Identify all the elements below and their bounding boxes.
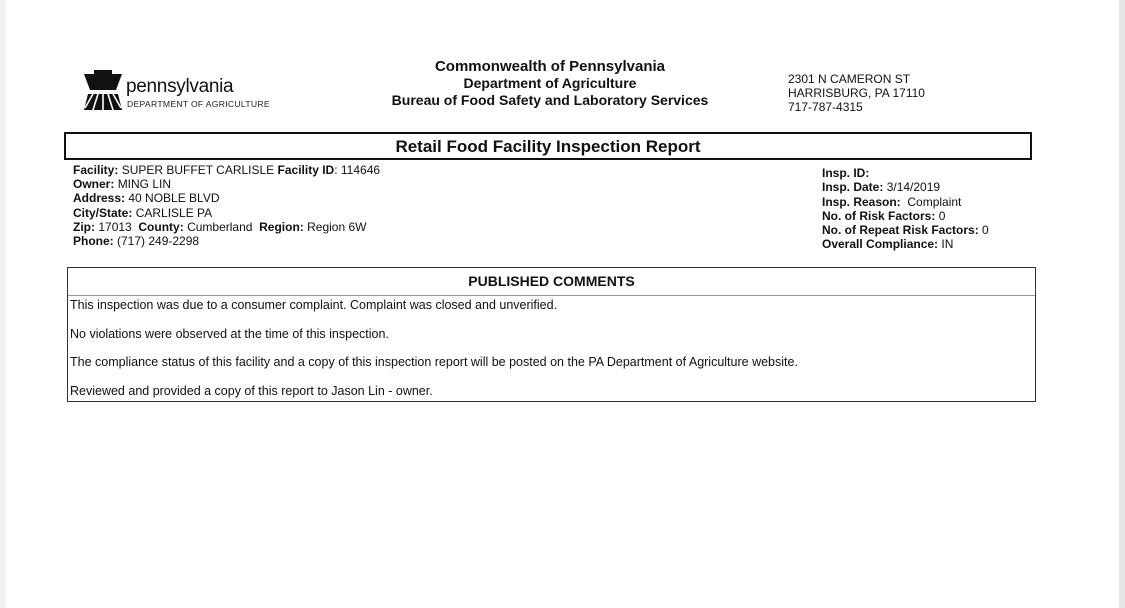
pa-agriculture-logo: [78, 70, 278, 114]
address-phone: 717-787-4315: [788, 100, 863, 114]
phone-label: Phone:: [73, 234, 114, 249]
repeat-risk-line: [822, 223, 989, 237]
facility-name: SUPER BUFFET CARLISLE: [121, 163, 275, 177]
county-value: Cumberland: [187, 219, 253, 234]
page-edge: [1119, 0, 1125, 608]
comment-item: The compliance status of this facility and a copy of this inspection report will be posted on the PA Department of Agriculture website.: [70, 355, 798, 369]
address-label: Address:: [73, 191, 126, 206]
insp-date-line: [822, 180, 989, 194]
risk-factors-line: [822, 209, 989, 223]
agency-line-1: Commonwealth of Pennsylvania: [434, 58, 666, 75]
compliance-line: [822, 237, 989, 251]
agency-line-3: Bureau of Food Safety and Laboratory Services: [391, 92, 709, 108]
facility-info: [73, 163, 380, 248]
owner-label: Owner:: [73, 177, 115, 192]
address-street: 2301 N CAMERON ST: [788, 72, 911, 86]
citystate-label: City/State:: [73, 205, 133, 220]
agency-header: [380, 58, 720, 109]
phone-line: [73, 234, 380, 248]
report-title: Retail Food Facility Inspection Report: [395, 137, 701, 156]
facility-id: : 114646: [334, 163, 381, 177]
insp-reason-label: Insp. Reason:: [822, 194, 901, 209]
phone-value: (717) 249-2298: [117, 234, 200, 249]
insp-date-label: Insp. Date:: [822, 180, 884, 195]
repeat-risk-value: 0: [982, 223, 989, 238]
zip-line: [73, 220, 380, 234]
citystate-value: CARLISLE PA: [135, 205, 213, 220]
agency-line-2: Department of Agriculture: [463, 75, 637, 91]
facility-line: [73, 163, 380, 177]
zip-value: 17013: [98, 219, 132, 234]
citystate-line: [73, 206, 380, 220]
insp-id-line: [822, 166, 989, 180]
risk-factors-value: 0: [938, 208, 946, 223]
region-label: Region:: [259, 219, 304, 234]
facility-label: Facility:: [73, 163, 119, 177]
inspection-info: [822, 166, 989, 252]
repeat-risk-label: No. of Repeat Risk Factors:: [822, 223, 979, 238]
insp-id-label: Insp. ID:: [822, 166, 870, 180]
insp-date-value: 3/14/2019: [886, 180, 941, 195]
owner-value: MING LIN: [117, 177, 172, 192]
insp-reason-line: [822, 195, 989, 209]
comment-item: This inspection was due to a consumer complaint. Complaint was closed and unverified.: [70, 298, 558, 312]
published-comments-box: [67, 267, 1036, 402]
address-value: 40 NOBLE BLVD: [128, 191, 220, 206]
comment-item: No violations were observed at the time of this inspection.: [70, 327, 389, 341]
compliance-label: Overall Compliance:: [822, 237, 939, 252]
address-line: [73, 191, 380, 205]
agency-address: [788, 72, 925, 114]
risk-factors-label: No. of Risk Factors:: [822, 208, 936, 223]
owner-line: [73, 177, 380, 191]
region-value: Region 6W: [307, 219, 367, 234]
keystone-icon: [82, 70, 124, 112]
zip-label: Zip:: [73, 219, 95, 234]
published-comments-header: PUBLISHED COMMENTS: [68, 268, 1035, 296]
address-city: HARRISBURG, PA 17110: [788, 86, 925, 100]
logo-wordmark: pennsylvania: [126, 76, 234, 97]
comment-item: Reviewed and provided a copy of this report to Jason Lin - owner.: [70, 384, 433, 398]
county-label: County:: [138, 219, 184, 234]
insp-reason-value: Complaint: [907, 194, 962, 209]
compliance-value: IN: [941, 237, 954, 252]
facility-id-label: Facility ID: [277, 163, 335, 177]
logo-subtitle: DEPARTMENT OF AGRICULTURE: [127, 99, 270, 109]
report-title-box: [64, 132, 1032, 160]
